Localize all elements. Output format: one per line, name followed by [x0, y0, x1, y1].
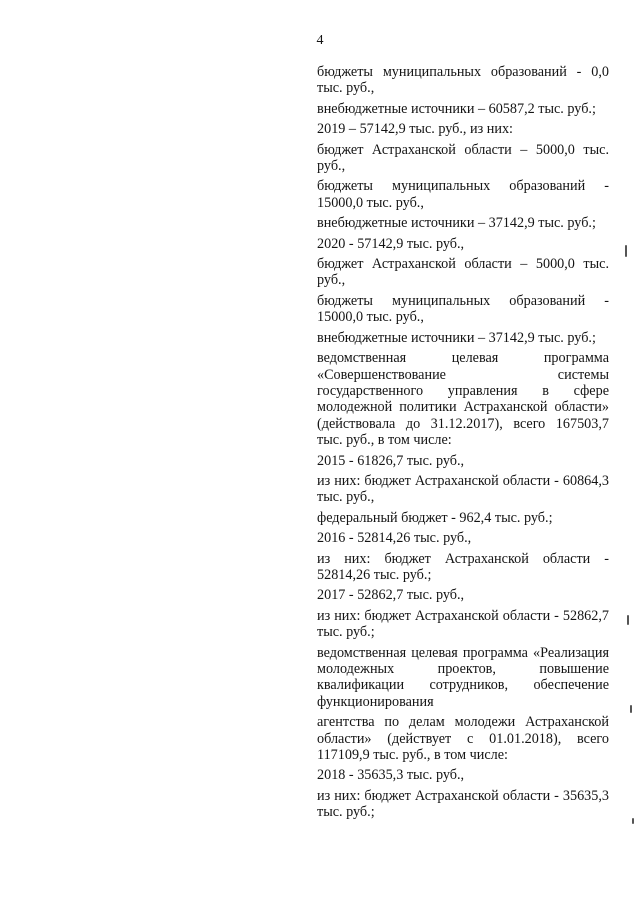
scan-speck [627, 615, 629, 625]
paragraph: бюджет Астраханской области – 5000,0 тыс. руб., [317, 256, 609, 289]
paragraph: из них: бюджет Астраханской области - 60864,3 тыс. руб., [317, 472, 609, 506]
paragraph: агентства по делам молодежи Астраханской области» (действует с 01.01.2018), всего 117109,9 тыс. руб., в том числе: [317, 714, 609, 764]
paragraph: 2020 - 57142,9 тыс. руб., [317, 235, 465, 252]
scan-speck [625, 245, 627, 257]
paragraph: федеральный бюджет - 962,4 тыс. руб.; [317, 509, 553, 526]
paragraph: ведомственная целевая программа «Реализация молодежных проектов, повышение квалификации сотрудников, обеспечение функционирования [317, 644, 609, 710]
body-text-column [317, 64, 609, 825]
paragraph: из них: бюджет Астраханской области - 52814,26 тыс. руб.; [317, 550, 609, 583]
paragraph: 2016 - 52814,26 тыс. руб., [317, 530, 472, 547]
paragraph: 2017 - 52862,7 тыс. руб., [317, 587, 465, 604]
paragraph: внебюджетные источники – 37142,9 тыс. руб.; [317, 329, 596, 346]
paragraph: бюджет Астраханской области – 5000,0 тыс. руб., [317, 141, 609, 175]
page-number: 4 [316, 33, 324, 48]
paragraph: 2019 – 57142,9 тыс. руб., из них: [317, 121, 513, 138]
scan-speck [630, 705, 632, 713]
paragraph: 2018 - 35635,3 тыс. руб., [317, 767, 465, 784]
paragraph: из них: бюджет Астраханской области - 52862,7 тыс. руб.; [317, 607, 609, 641]
paragraph: ведомственная целевая программа «Совершенствование системы государственного управления в сфере молодежной политики Астраханской области» (действовала до 31.12.2017), всего 167503,7 тыс. руб., в том числе: [317, 350, 609, 449]
paragraph: внебюджетные источники – 60587,2 тыс. руб.; [317, 100, 596, 117]
paragraph: из них: бюджет Астраханской области - 35635,3 тыс. руб.; [317, 787, 609, 821]
scan-speck [632, 818, 634, 824]
paragraph: бюджеты муниципальных образований - 15000,0 тыс. руб., [317, 292, 609, 326]
paragraph: бюджеты муниципальных образований - 0,0 тыс. руб., [317, 64, 609, 97]
paragraph: бюджеты муниципальных образований - 15000,0 тыс. руб., [317, 178, 609, 211]
paragraph: 2015 - 61826,7 тыс. руб., [317, 452, 465, 469]
paragraph: внебюджетные источники – 37142,9 тыс. руб.; [317, 215, 596, 232]
